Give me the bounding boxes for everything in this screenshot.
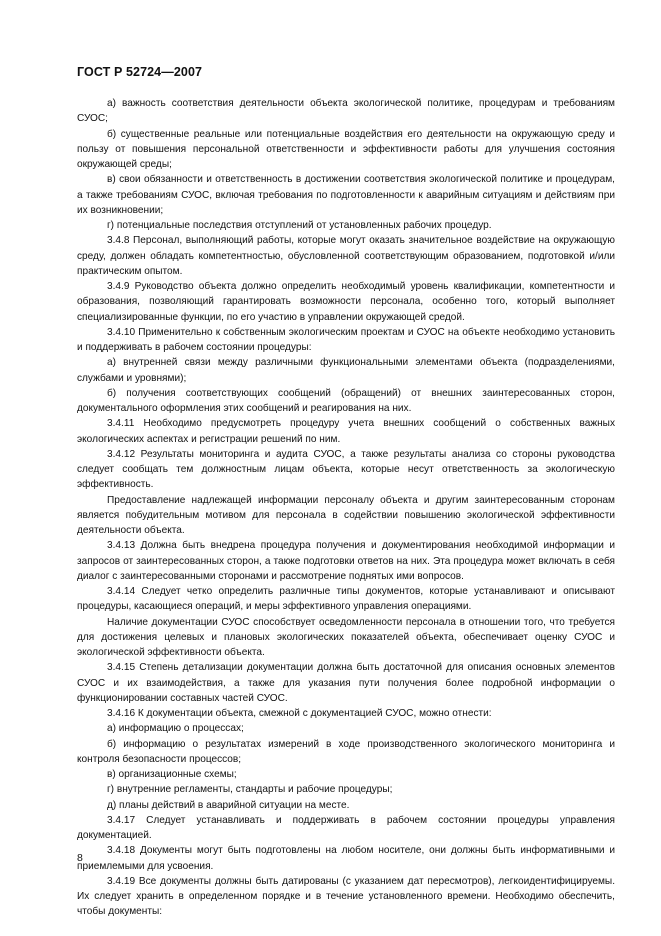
clause-3-4-15: 3.4.15 Степень детализации документации должна быть достаточной для описания основных элементов СУОС и их взаимодействия, а также для указания пути получения более подробной информации о функционировании составных частей СУОС. — [77, 662, 615, 704]
list-item-a-process-info: а) информацию о процессах; — [107, 723, 244, 735]
list-item-b-measurement-info: б) информацию о результатах измерений в ходе производственного экологического мониторинга и контроля безопасности процессов; — [77, 738, 615, 765]
list-item-v-duties: в) свои обязанности и ответственность в достижении соответствия экологической политике и процедурам, а также требованиям СУОС, включая требования по подготовленности к аварийным ситуациям и действиям при их возникновении; — [77, 174, 615, 216]
clause-3-4-11: 3.4.11 Необходимо предусмотреть процедуру учета внешних сообщений о собственных важных экологических аспектах и регистрации решений по ним. — [77, 418, 615, 445]
paragraph-information-provision: Предоставление надлежащей информации персоналу объекта и другим заинтересованным сторонам является побудительным мотивом для персонала в содействии повышению экологической эффективности деятельности объекта. — [77, 494, 615, 536]
clause-3-4-18: 3.4.18 Документы могут быть подготовлены на любом носителе, они должны быть информативными и приемлемыми для усвоения. — [77, 845, 615, 872]
page-number: 8 — [77, 852, 83, 864]
clause-3-4-10: 3.4.10 Применительно к собственным экологическим проектам и СУОС на объекте необходимо установить и поддерживать в рабочем состоянии процедуры: — [77, 326, 615, 353]
clause-3-4-16: 3.4.16 К документации объекта, смежной с документацией СУОС, можно отнести: — [107, 708, 492, 719]
list-item-g-regulations: г) внутренние регламенты, стандарты и рабочие процедуры; — [107, 784, 393, 796]
clause-3-4-19: 3.4.19 Все документы должны быть датированы (с указанием дат пересмотров), легкоидентифицируемы. Их следует хранить в определенном порядке и в течение установленного времени. Необходимо обеспечить, чтобы документы: — [77, 875, 615, 918]
list-item-b-external-messages: б) получения соответствующих сообщений (обращений) от внешних заинтересованных сторон, документального оформления этих сообщений и реагирования на них. — [77, 387, 615, 414]
clause-3-4-8: 3.4.8 Персонал, выполняющий работы, которые могут оказать значительное воздействие на окружающую среду, должен обладать компетентностью, обусловленной соответствующим образованием, подготовкой и/или практическим опытом. — [77, 235, 615, 277]
list-item-b-impacts: б) существенные реальные или потенциальные воздействия его деятельности на окружающую среду и пользу от повышения персональной ответственности и эффективности работы для улучшения состояния окружающей среды; — [77, 128, 615, 170]
document-header: ГОСТ Р 52724—2007 — [77, 65, 203, 79]
clause-3-4-13: 3.4.13 Должна быть внедрена процедура получения и документирования необходимой информации и запросов от заинтересованных сторон, а также подготовки ответов на них. Эта процедура может включать в себя диалог с заинтересованными сторонами и рассмотрение поднятых ими вопросов. — [77, 540, 615, 582]
paragraph-documentation-availability: Наличие документации СУОС способствует осведомленности персонала в отношении того, что требуется для достижения целевых и плановых экологических показателей объекта, обеспечивает оценку СУОС и экологической эффективности объекта. — [77, 616, 615, 658]
clause-3-4-17: 3.4.17 Следует устанавливать и поддерживать в рабочем состоянии процедуры управления документацией. — [77, 814, 615, 841]
list-item-d-emergency-plans: д) планы действий в аварийной ситуации на месте. — [107, 799, 350, 811]
list-item-g-consequences: г) потенциальные последствия отступлений от установленных рабочих процедур. — [107, 220, 492, 231]
clause-3-4-9: 3.4.9 Руководство объекта должно определить необходимый уровень квалификации, компетентности и образования, позволяющий гарантировать возможности персонала, особенно того, который выполняет специализированные функции, по его участию в управлении окружающей средой. — [77, 281, 615, 323]
document-body — [77, 96, 615, 920]
list-item-v-org-charts: в) организационные схемы; — [107, 769, 237, 780]
list-item-a-internal-communication: а) внутренней связи между различными функциональными элементами объекта (подразделениями, службами и уровнями); — [77, 357, 615, 384]
clause-3-4-12: 3.4.12 Результаты мониторинга и аудита СУОС, а также результаты анализа со стороны руководства следует сообщать тем должностным лицам объекта, которые несут ответственность за экологическую эффективность. — [77, 448, 615, 491]
list-item-a-importance: а) важность соответствия деятельности объекта экологической политике, процедурам и требованиям СУОС; — [77, 98, 615, 125]
clause-3-4-14: 3.4.14 Следует четко определить различные типы документов, которые устанавливают и описывают процедуры, касающиеся операций, и меры эффективного управления операциями. — [77, 586, 615, 613]
